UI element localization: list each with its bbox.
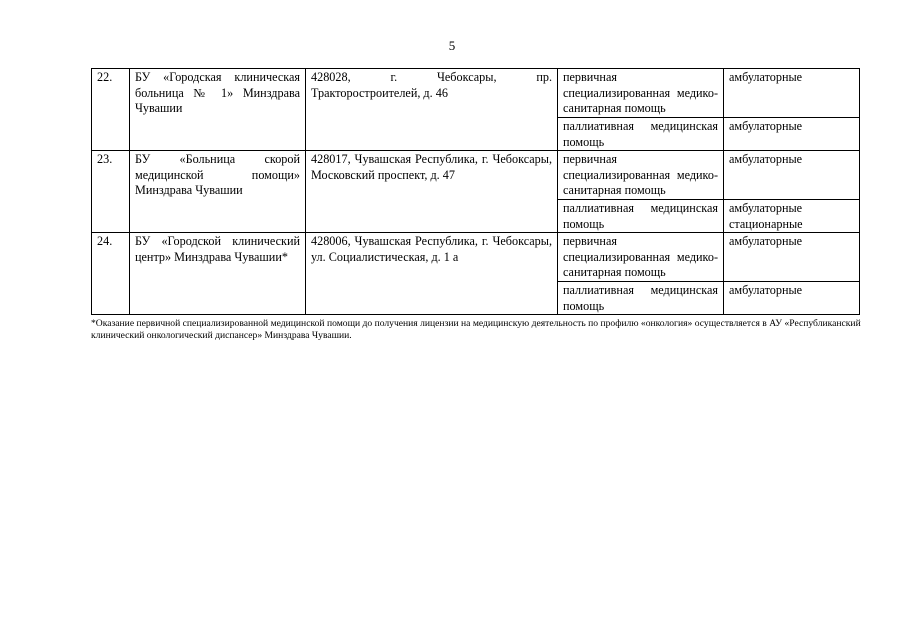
organization-name: БУ «Городской клинический центр» Минздрава Чувашии*	[130, 233, 306, 315]
row-number: 24.	[92, 233, 130, 315]
care-type: первичная специализированная медико-санитарная помощь	[558, 233, 724, 282]
page-number: 5	[448, 38, 456, 53]
footnote: *Оказание первичной специализированной медицинской помощи до получения лицензии на медицинскую деятельность по профилю «онкология» осуществляется в АУ «Республиканский клинический онкологический диспансер» Минздрава Чувашии.	[91, 318, 861, 341]
care-conditions: амбулаторные	[724, 118, 860, 151]
care-conditions: амбулаторные стационарные	[724, 200, 860, 233]
care-type: первичная специализированная медико-санитарная помощь	[558, 69, 724, 118]
organization-name: БУ «Больница скорой медицинской помощи» Минздрава Чувашии	[130, 151, 306, 233]
row-number: 23.	[92, 151, 130, 233]
care-type: паллиативная медицинская помощь	[558, 118, 724, 151]
care-conditions: амбулаторные	[724, 233, 860, 282]
care-conditions: амбулаторные	[724, 282, 860, 315]
organization-address: 428017, Чувашская Республика, г. Чебоксары, Московский проспект, д. 47	[306, 151, 558, 233]
table-row	[92, 151, 860, 200]
organizations-table	[91, 68, 860, 315]
organization-name: БУ «Городская клиническая больница № 1» Минздрава Чувашии	[130, 69, 306, 151]
care-conditions: амбулаторные	[724, 151, 860, 200]
organization-address: 428028, г. Чебоксары, пр. Тракторостроителей, д. 46	[306, 69, 558, 151]
care-conditions: амбулаторные	[724, 69, 860, 118]
row-number: 22.	[92, 69, 130, 151]
care-type: первичная специализированная медико-санитарная помощь	[558, 151, 724, 200]
organization-address: 428006, Чувашская Республика, г. Чебоксары, ул. Социалистическая, д. 1 а	[306, 233, 558, 315]
care-type: паллиативная медицинская помощь	[558, 282, 724, 315]
table-row	[92, 233, 860, 282]
table-row	[92, 69, 860, 118]
care-type: паллиативная медицинская помощь	[558, 200, 724, 233]
